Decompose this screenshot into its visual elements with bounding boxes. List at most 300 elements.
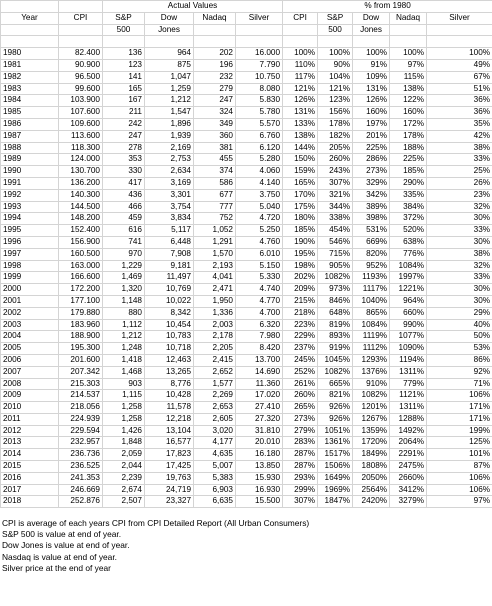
value-cell: 1,212 (145, 95, 194, 107)
value-cell: 225% (353, 142, 390, 154)
value-cell: 1,229 (103, 260, 145, 272)
year-cell: 1987 (1, 130, 59, 142)
value-cell: 1077% (390, 331, 427, 343)
value-cell: 2475% (390, 461, 427, 473)
value-cell: 25% (427, 166, 492, 178)
value-cell: 353 (103, 154, 145, 166)
value-cell: 5.570 (236, 118, 283, 130)
value-cell: 126% (353, 95, 390, 107)
value-cell: 279% (283, 425, 318, 437)
value-cell: 201.600 (59, 354, 103, 366)
value-cell: 8,342 (145, 307, 194, 319)
value-cell: 205% (318, 142, 353, 154)
value-cell: 279 (194, 83, 236, 95)
value-cell: 10,783 (145, 331, 194, 343)
value-cell: 910% (353, 378, 390, 390)
value-cell: 6.320 (236, 319, 283, 331)
value-cell: 360 (194, 130, 236, 142)
value-cell: 152.400 (59, 225, 103, 237)
value-cell: 178% (318, 118, 353, 130)
value-cell: 182% (318, 130, 353, 142)
value-cell: 1117% (353, 284, 390, 296)
header-cell (194, 24, 236, 36)
value-cell: 875 (145, 59, 194, 71)
table-row (1, 130, 492, 142)
year-cell: 2005 (1, 343, 59, 355)
value-cell: 33% (427, 225, 492, 237)
value-cell: 5.830 (236, 95, 283, 107)
year-cell: 1999 (1, 272, 59, 284)
value-cell: 99.600 (59, 83, 103, 95)
value-cell: 19,763 (145, 472, 194, 484)
value-cell: 5.150 (236, 260, 283, 272)
note-nasdaq: Nasdaq is value at end of year. (2, 551, 117, 562)
value-cell: 15.930 (236, 472, 283, 484)
table-row (1, 413, 492, 425)
value-cell: 973% (318, 284, 353, 296)
value-cell: 1,258 (103, 402, 145, 414)
value-cell: 349 (194, 118, 236, 130)
value-cell: 1506% (318, 461, 353, 473)
value-cell: 207.342 (59, 366, 103, 378)
value-cell: 33% (427, 272, 492, 284)
value-cell: 113.600 (59, 130, 103, 142)
value-cell: 97% (427, 496, 492, 508)
year-cell: 1986 (1, 118, 59, 130)
value-cell: 150% (283, 154, 318, 166)
value-cell: 23,327 (145, 496, 194, 508)
value-cell: 67% (427, 71, 492, 83)
value-cell: 6,635 (194, 496, 236, 508)
value-cell: 29% (427, 307, 492, 319)
value-cell: 30% (427, 284, 492, 296)
value-cell: 1121% (390, 390, 427, 402)
value-cell: 436 (103, 189, 145, 201)
value-cell: 246.669 (59, 484, 103, 496)
value-cell: 1808% (353, 461, 390, 473)
value-cell: 1084% (353, 319, 390, 331)
value-cell: 1361% (318, 437, 353, 449)
table-row (1, 201, 492, 213)
value-cell: 1517% (318, 449, 353, 461)
value-cell: 335% (390, 189, 427, 201)
year-cell: 2008 (1, 378, 59, 390)
value-cell: 990% (390, 319, 427, 331)
value-cell: 1492% (390, 425, 427, 437)
value-cell: 118.300 (59, 142, 103, 154)
value-cell: 30% (427, 236, 492, 248)
value-cell: 38% (427, 248, 492, 260)
value-cell: 27.320 (236, 413, 283, 425)
value-cell: 179.880 (59, 307, 103, 319)
value-cell: 265% (283, 402, 318, 414)
value-cell: 1082% (318, 366, 353, 378)
value-cell: 3,169 (145, 177, 194, 189)
value-cell: 531% (353, 225, 390, 237)
value-cell: 293% (283, 472, 318, 484)
value-cell: 1,052 (194, 225, 236, 237)
value-cell: 20.010 (236, 437, 283, 449)
value-cell: 90% (318, 59, 353, 71)
value-cell: 13.850 (236, 461, 283, 473)
value-cell: 156% (318, 107, 353, 119)
year-cell: 1996 (1, 236, 59, 248)
value-cell: 225% (390, 154, 427, 166)
value-cell: 776% (390, 248, 427, 260)
value-cell: 2420% (353, 496, 390, 508)
value-cell: 2,653 (194, 402, 236, 414)
value-cell: 1084% (390, 260, 427, 272)
year-cell: 2001 (1, 295, 59, 307)
value-cell: 106% (427, 484, 492, 496)
pct-from-heading: % from 1980 (283, 1, 492, 13)
value-cell: 172% (390, 118, 427, 130)
value-cell: 715% (318, 248, 353, 260)
table-row (1, 272, 492, 284)
table-row (1, 366, 492, 378)
header-group-row (1, 1, 492, 13)
value-cell: 5,383 (194, 472, 236, 484)
value-cell: 6,448 (145, 236, 194, 248)
value-cell: 16.000 (236, 48, 283, 60)
value-cell: 283% (283, 437, 318, 449)
value-cell: 2660% (390, 472, 427, 484)
value-cell: 1,848 (103, 437, 145, 449)
value-cell: 195.300 (59, 343, 103, 355)
value-cell: 107.600 (59, 107, 103, 119)
value-cell: 1,469 (103, 272, 145, 284)
value-cell: 144% (283, 142, 318, 154)
value-cell: 819% (318, 319, 353, 331)
value-cell: 952% (353, 260, 390, 272)
value-cell: 1040% (353, 295, 390, 307)
value-cell: 106% (427, 472, 492, 484)
header-cell (59, 24, 103, 36)
year-cell: 2012 (1, 425, 59, 437)
value-cell: 138% (283, 130, 318, 142)
value-cell: 1997% (390, 272, 427, 284)
value-cell: 779% (390, 378, 427, 390)
value-cell: 199% (427, 425, 492, 437)
value-cell: 260% (283, 390, 318, 402)
value-cell: 5.250 (236, 225, 283, 237)
value-cell: 10,454 (145, 319, 194, 331)
value-cell: 2291% (390, 449, 427, 461)
value-cell: 36% (427, 95, 492, 107)
value-cell: 188.900 (59, 331, 103, 343)
value-cell: 26% (427, 177, 492, 189)
value-cell: 454% (318, 225, 353, 237)
table-row (1, 484, 492, 496)
value-cell: 2,169 (145, 142, 194, 154)
value-cell: 171% (427, 402, 492, 414)
value-cell: 17.020 (236, 390, 283, 402)
value-cell: 1,468 (103, 366, 145, 378)
table-row (1, 472, 492, 484)
value-cell: 4.700 (236, 307, 283, 319)
value-cell: 273% (353, 166, 390, 178)
value-cell: 86% (427, 354, 492, 366)
value-cell: 123% (318, 95, 353, 107)
value-cell: 5.280 (236, 154, 283, 166)
value-cell: 9,181 (145, 260, 194, 272)
value-cell: 252% (283, 366, 318, 378)
table-row (1, 260, 492, 272)
value-cell: 117% (283, 71, 318, 83)
value-cell: 31.810 (236, 425, 283, 437)
table-row (1, 48, 492, 60)
value-cell: 273% (283, 413, 318, 425)
value-cell: 417 (103, 177, 145, 189)
value-cell: 10,428 (145, 390, 194, 402)
value-cell: 167 (103, 95, 145, 107)
value-cell: 188% (390, 142, 427, 154)
value-cell: 237% (283, 343, 318, 355)
value-cell: 38% (427, 142, 492, 154)
value-cell: 2,605 (194, 413, 236, 425)
value-cell: 10,022 (145, 295, 194, 307)
value-cell: 218.056 (59, 402, 103, 414)
table-row (1, 71, 492, 83)
value-cell: 209% (283, 284, 318, 296)
table-row (1, 95, 492, 107)
year-cell: 2015 (1, 461, 59, 473)
value-cell: 1359% (353, 425, 390, 437)
value-cell: 12,463 (145, 354, 194, 366)
value-cell: 777 (194, 201, 236, 213)
value-cell: 32% (427, 201, 492, 213)
value-cell: 144.500 (59, 201, 103, 213)
value-cell: 384% (390, 201, 427, 213)
value-cell: 2564% (353, 484, 390, 496)
value-cell: 140.300 (59, 189, 103, 201)
value-cell: 1,547 (145, 107, 194, 119)
header-cell (390, 24, 427, 36)
value-cell: 1193% (353, 272, 390, 284)
value-cell: 1,336 (194, 307, 236, 319)
year-cell: 1994 (1, 213, 59, 225)
value-cell: 299% (283, 484, 318, 496)
value-cell: 4,041 (194, 272, 236, 284)
value-cell: 17,823 (145, 449, 194, 461)
value-cell: 1,258 (103, 413, 145, 425)
note-dow: Dow Jones is value at end of year. (2, 540, 130, 551)
value-cell: 520% (390, 225, 427, 237)
value-cell: 101% (427, 449, 492, 461)
value-cell: 287% (283, 461, 318, 473)
year-cell: 1990 (1, 166, 59, 178)
value-cell: 286% (353, 154, 390, 166)
value-cell: 236.736 (59, 449, 103, 461)
value-cell: 104% (318, 71, 353, 83)
header-cell: 500 (318, 24, 353, 36)
value-cell: 3,301 (145, 189, 194, 201)
value-cell: 2,178 (194, 331, 236, 343)
value-cell: 4.060 (236, 166, 283, 178)
value-cell: 381 (194, 142, 236, 154)
value-cell: 648% (318, 307, 353, 319)
value-cell: 90.900 (59, 59, 103, 71)
value-cell: 660% (390, 307, 427, 319)
value-cell: 307% (283, 496, 318, 508)
year-cell: 2004 (1, 331, 59, 343)
value-cell: 4.770 (236, 295, 283, 307)
value-cell: 1119% (353, 331, 390, 343)
header-cell: Jones (145, 24, 194, 36)
value-cell: 546% (318, 236, 353, 248)
value-cell: 3,834 (145, 213, 194, 225)
value-cell: 138% (390, 83, 427, 95)
header-cell: Silver (236, 12, 283, 24)
value-cell: 893% (318, 331, 353, 343)
value-cell: 40% (427, 319, 492, 331)
value-cell: 2,003 (194, 319, 236, 331)
value-cell: 1376% (353, 366, 390, 378)
value-cell: 1,148 (103, 295, 145, 307)
table-row (1, 166, 492, 178)
value-cell: 1,212 (103, 331, 145, 343)
value-cell: 338% (318, 213, 353, 225)
header-cell: Jones (353, 24, 390, 36)
value-cell: 926% (318, 413, 353, 425)
year-cell: 1988 (1, 142, 59, 154)
value-cell: 165% (283, 177, 318, 189)
value-cell: 2,674 (103, 484, 145, 496)
value-cell: 1,570 (194, 248, 236, 260)
value-cell: 1288% (390, 413, 427, 425)
value-cell: 1720% (353, 437, 390, 449)
header-cell: Dow (353, 12, 390, 24)
value-cell: 1082% (318, 272, 353, 284)
value-cell: 170% (283, 189, 318, 201)
value-cell: 1112% (353, 343, 390, 355)
year-cell: 1992 (1, 189, 59, 201)
value-cell: 241.353 (59, 472, 103, 484)
table-row (1, 59, 492, 71)
table-row (1, 284, 492, 296)
table-row (1, 378, 492, 390)
value-cell: 198% (283, 260, 318, 272)
value-cell: 324 (194, 107, 236, 119)
value-cell: 7,908 (145, 248, 194, 260)
value-cell: 183.960 (59, 319, 103, 331)
value-cell: 13,265 (145, 366, 194, 378)
year-cell: 2016 (1, 472, 59, 484)
year-cell: 2000 (1, 284, 59, 296)
year-cell: 1983 (1, 83, 59, 95)
table-row (1, 225, 492, 237)
table-row (1, 177, 492, 189)
value-cell: 195% (283, 248, 318, 260)
value-cell: 4.140 (236, 177, 283, 189)
value-cell: 6.760 (236, 130, 283, 142)
year-cell: 1993 (1, 201, 59, 213)
value-cell: 202 (194, 48, 236, 60)
value-cell: 53% (427, 343, 492, 355)
spacer-row (1, 36, 492, 48)
value-cell: 27.410 (236, 402, 283, 414)
value-cell: 141 (103, 71, 145, 83)
table-row (1, 248, 492, 260)
value-cell: 1,896 (145, 118, 194, 130)
value-cell: 215% (283, 295, 318, 307)
value-cell: 215.303 (59, 378, 103, 390)
value-cell: 126% (283, 95, 318, 107)
value-cell: 586 (194, 177, 236, 189)
value-cell: 36% (427, 107, 492, 119)
value-cell: 459 (103, 213, 145, 225)
table-row (1, 449, 492, 461)
table-row (1, 390, 492, 402)
value-cell: 10,769 (145, 284, 194, 296)
value-cell: 229.594 (59, 425, 103, 437)
value-cell: 159% (283, 166, 318, 178)
value-cell: 1,115 (103, 390, 145, 402)
value-cell: 165 (103, 83, 145, 95)
value-cell: 160% (390, 107, 427, 119)
header-cell: Dow (145, 12, 194, 24)
table-row (1, 331, 492, 343)
value-cell: 6.120 (236, 142, 283, 154)
value-cell: 261% (283, 378, 318, 390)
table-row (1, 107, 492, 119)
header-cell (236, 24, 283, 36)
value-cell: 919% (318, 343, 353, 355)
value-cell: 344% (318, 201, 353, 213)
value-cell: 16.180 (236, 449, 283, 461)
value-cell: 10.750 (236, 71, 283, 83)
value-cell: 247 (103, 130, 145, 142)
value-cell: 5.780 (236, 107, 283, 119)
value-cell: 110% (283, 59, 318, 71)
value-cell: 1,248 (103, 343, 145, 355)
value-cell: 136 (103, 48, 145, 60)
value-cell: 3279% (390, 496, 427, 508)
value-cell: 1267% (353, 413, 390, 425)
value-cell: 321% (318, 189, 353, 201)
value-cell: 1082% (353, 390, 390, 402)
value-cell: 4.760 (236, 236, 283, 248)
value-cell: 71% (427, 378, 492, 390)
value-cell: 3,020 (194, 425, 236, 437)
value-cell: 130.700 (59, 166, 103, 178)
value-cell: 880 (103, 307, 145, 319)
value-cell: 3,754 (145, 201, 194, 213)
value-cell: 30% (427, 213, 492, 225)
value-cell: 1969% (318, 484, 353, 496)
value-cell: 100% (353, 48, 390, 60)
value-cell: 17,425 (145, 461, 194, 473)
value-cell: 665% (318, 378, 353, 390)
value-cell: 4,635 (194, 449, 236, 461)
value-cell: 1,950 (194, 295, 236, 307)
value-cell: 13.700 (236, 354, 283, 366)
value-cell: 148.200 (59, 213, 103, 225)
value-cell: 160% (353, 107, 390, 119)
value-cell: 2,471 (194, 284, 236, 296)
header-cell: S&P (103, 12, 145, 24)
value-cell: 11,497 (145, 272, 194, 284)
value-cell: 1,939 (145, 130, 194, 142)
value-cell: 2,753 (145, 154, 194, 166)
value-cell: 49% (427, 59, 492, 71)
year-cell: 2017 (1, 484, 59, 496)
value-cell: 35% (427, 118, 492, 130)
value-cell: 201% (353, 130, 390, 142)
header-cell (283, 24, 318, 36)
value-cell: 6.010 (236, 248, 283, 260)
year-cell: 1989 (1, 154, 59, 166)
